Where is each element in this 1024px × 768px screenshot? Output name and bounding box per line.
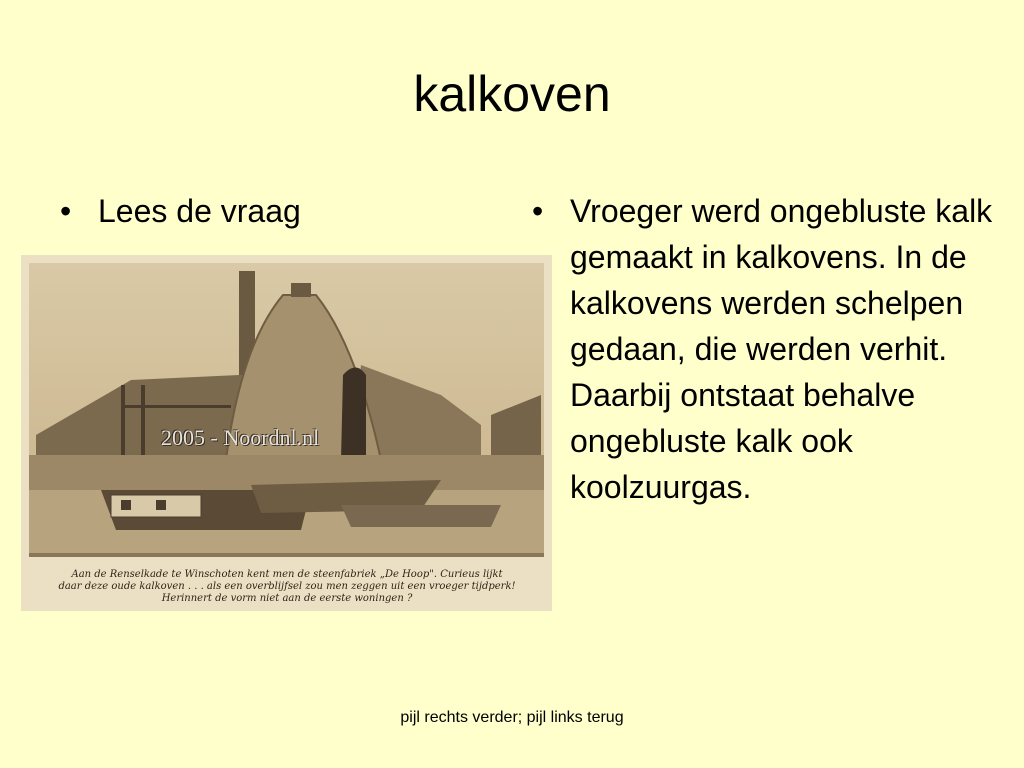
left-bullet-text: Lees de vraag	[98, 193, 301, 229]
left-bullet-item	[60, 188, 518, 234]
photo-caption-line: Aan de Renselkade te Winschoten kent men de steenfabriek „De Hoop". Curieus lijkt	[71, 569, 503, 580]
photo-caption	[25, 569, 549, 605]
kalkoven-photo	[21, 255, 552, 611]
photo-caption-line: Herinnert de vorm niet aan de eerste woningen ?	[161, 593, 413, 604]
navigation-hint: pijl rechts verder; pijl links terug	[400, 709, 624, 726]
right-bullet-text: Vroeger werd ongebluste kalk gemaakt in kalkovens. In de kalkovens werden schelpen gedaan, die werden verhit. Daarbij ontstaat behalve ongebluste kalk ook koolzuurgas.	[570, 193, 993, 505]
photo-caption-line: daar deze oude kalkoven . . . als een overblijfsel zou men zeggen uit een vroeger tijdperk!	[58, 581, 516, 592]
slide-title: kalkoven	[413, 66, 611, 122]
bullet-glyph: •	[60, 193, 72, 229]
right-bullet-item	[532, 188, 1010, 510]
watermark-text: 2005 - Noordnl.nl	[161, 425, 320, 450]
bullet-glyph: •	[532, 193, 544, 229]
